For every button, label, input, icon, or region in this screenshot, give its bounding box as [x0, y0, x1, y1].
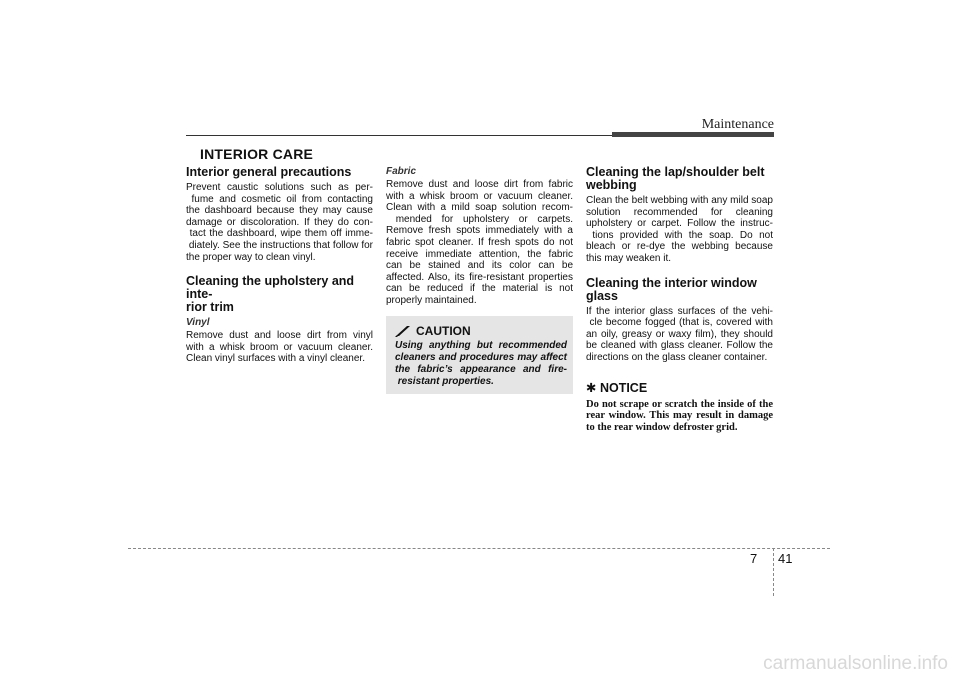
heading-upholstery-line1: Cleaning the upholstery and inte- [186, 274, 355, 302]
watermark: carmanualsonline.info [763, 653, 948, 674]
notice-text: Do not scrape or scratch the inside of the rear window. This may result in damage to the rear window defroster grid. [586, 398, 773, 433]
paragraph-belt-webbing: Clean the belt webbing with any mild soap solution recommended for cleaning upholstery or carpet. Follow the instruc- tions provided with the soap. Do not bleach or re-dye the webbing because this may weaken it. [586, 195, 773, 264]
caution-box [386, 316, 573, 394]
subheading-fabric: Fabric [386, 166, 417, 177]
paragraph-fabric: Remove dust and loose dirt from fabric with a whisk broom or vacuum cleaner. Clean with a mild soap solution recom- mended for upholstery or carpets. Remove fresh spots immediately with a fabric spot cleaner. If fresh spots do not receive immediate attention, the fabric can be stained and its color can be affected. Also, its fire-resistant properties can be reduced if the material is not properly maintained. [386, 179, 573, 306]
caution-text: Using anything but recommended cleaners and procedures may affect the fabric’s appearance and fire- resistant properties. [395, 340, 567, 387]
heading-general-precautions: Interior general precautions [186, 165, 352, 179]
heading-glass-line2: glass [586, 288, 618, 303]
header-rule-accent [612, 132, 774, 137]
heading-upholstery [186, 275, 373, 314]
column-2 [386, 166, 573, 307]
page-number: 41 [778, 551, 793, 566]
heading-glass-line1: Cleaning the interior window [586, 275, 757, 290]
heading-belt-line1: Cleaning the lap/shoulder belt [586, 165, 765, 179]
heading-upholstery-line2: rior trim [186, 300, 234, 315]
heading-belt-webbing [586, 166, 773, 192]
subheading-vinyl: Vinyl [186, 317, 210, 329]
chapter-number: 7 [750, 551, 758, 566]
notice-title: ✱ NOTICE [586, 380, 648, 395]
footer-dashed-rule [128, 548, 830, 549]
footer-vertical-rule [773, 548, 774, 596]
column-1 [186, 166, 373, 365]
chapter-title: INTERIOR CARE [200, 146, 314, 162]
heading-window-glass [586, 277, 773, 303]
section-title: Maintenance [701, 117, 774, 132]
heading-belt-line2: webbing [586, 178, 637, 192]
caution-pencil-icon [395, 325, 411, 337]
paragraph-vinyl: Remove dust and loose dirt from vinyl with a whisk broom or vacuum cleaner. Clean vinyl surfaces with a vinyl cleaner. [186, 330, 373, 365]
paragraph-window-glass: If the interior glass surfaces of the vehi- cle become fogged (that is, covered with an oily, greasy or waxy film), they should be cleaned with glass cleaner. Follow the directions on the glass cleaner container. [586, 305, 773, 363]
paragraph-general-precautions: Prevent caustic solutions such as per- fume and cosmetic oil from contacting the dashboard because they may cause damage or discoloration. If they do con- tact the dashboard, wipe them off imme- diately. See the instructions that follow for the proper way to clean vinyl. [186, 182, 373, 263]
caution-title: CAUTION [416, 324, 471, 338]
column-3 [586, 166, 773, 434]
